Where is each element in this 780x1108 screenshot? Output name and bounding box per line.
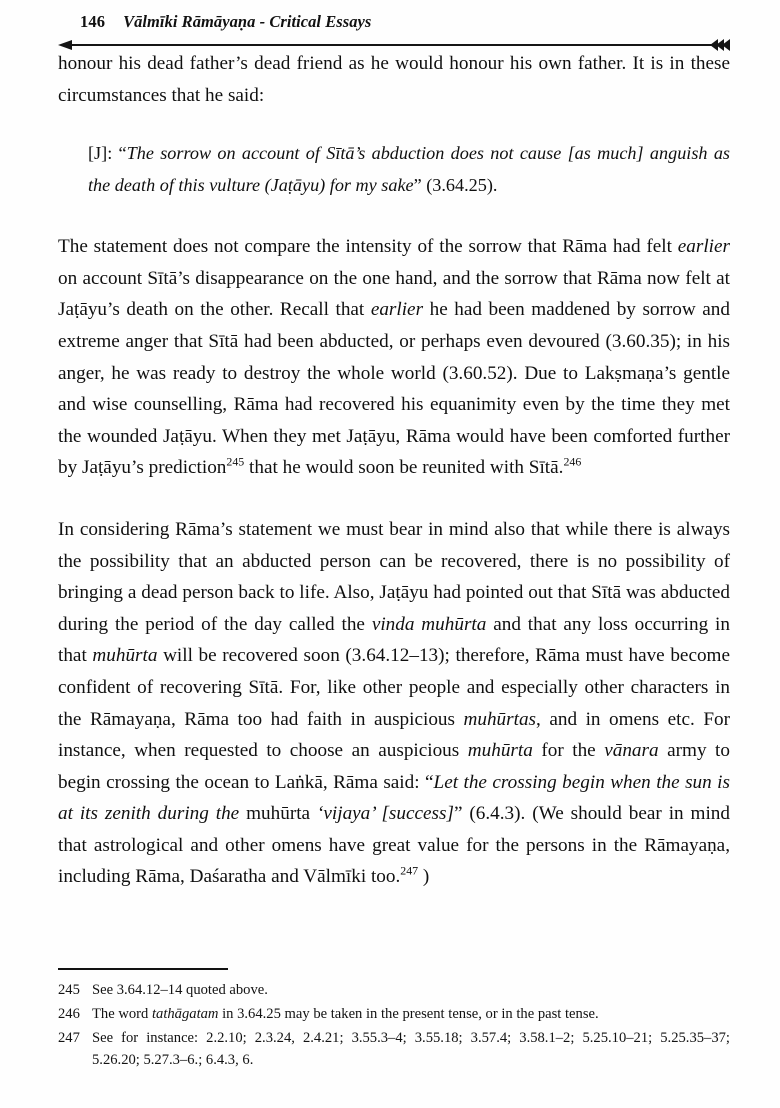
block-quote bbox=[58, 138, 730, 201]
header-rule-line bbox=[70, 44, 720, 46]
p3-seg-3: will be recovered soon (3.64.12–13); therefore, Rāma must have become confident of recovering Sītā. For, like other people and especially other characters in the Rāmayaṇa, Rāma too had faith in auspicious bbox=[58, 645, 730, 730]
p2-italic-2: earlier bbox=[370, 299, 424, 321]
p2-seg-4: that he would soon be reunited with Sītā. bbox=[244, 457, 564, 479]
footnote-245 bbox=[58, 979, 730, 1002]
footnote-number: 246 bbox=[58, 1005, 80, 1022]
footnote-ref-246[interactable]: 246 bbox=[563, 454, 582, 469]
p3-seg-9: ) bbox=[418, 866, 430, 888]
p3-italic-3: muhūrtas bbox=[463, 708, 537, 730]
footnote-ref-245[interactable]: 245 bbox=[226, 454, 245, 469]
p3-seg-2: and that any loss occurring in that bbox=[58, 613, 730, 667]
footnote-text-italic: tathāgatam bbox=[151, 1005, 219, 1022]
quote-speaker-tag: [J]: “ bbox=[88, 143, 127, 164]
p3-seg-7: muhūrta bbox=[239, 803, 317, 825]
footnote-ref-247[interactable]: 247 bbox=[400, 864, 419, 879]
p3-italic-6: Let the crossing begin when the sun is at its zenith during the bbox=[58, 771, 730, 825]
footnote-246 bbox=[58, 1003, 730, 1026]
p2-seg-2: on account Sītā’s disappearance on the one hand, and the sorrow that Rāma now felt at Jaṭāyu’s death on the other. Recall that bbox=[58, 267, 730, 321]
p3-seg-6: army to begin crossing the ocean to Laṅkā, Rāma said: “ bbox=[58, 740, 730, 793]
p3-seg-8: ” (6.4.3). (We should bear in mind that astrological and other omens have great value for the persons in the Rāmayaṇa, including Rāma, Daśaratha and Vālmīki too. bbox=[58, 803, 730, 888]
p3-italic-7: ‘vijaya’ [success] bbox=[317, 803, 454, 825]
paragraph-2 bbox=[58, 231, 730, 484]
p3-seg-4: , and in omens etc. For instance, when requested to choose an auspicious bbox=[58, 708, 730, 762]
paragraph-3 bbox=[58, 514, 730, 893]
footnote-247 bbox=[58, 1027, 730, 1072]
footnote-text-post: in 3.64.25 may be taken in the present tense, or in the past tense. bbox=[218, 1005, 599, 1022]
footnote-text bbox=[92, 1027, 730, 1072]
quote-citation: (3.64.25). bbox=[421, 174, 498, 195]
footnote-text bbox=[92, 1003, 730, 1026]
p3-seg-1: In considering Rāma’s statement we must bear in mind also that while there is always the possibility that an abducted person can be recovered, there is no possibility of bringing a dead person back to life. Also, Jaṭāyu had pointed out that Sītā was abducted during the period of the day called the bbox=[58, 518, 730, 635]
book-title: Vālmīki Rāmāyaṇa - Critical Essays bbox=[123, 12, 372, 31]
p3-seg-5: for the bbox=[532, 740, 605, 762]
p2-italic-1: earlier bbox=[677, 236, 730, 258]
footnote-text-pre: The word bbox=[92, 1005, 152, 1022]
footnote-text-pre: See 3.64.12–14 quoted above. bbox=[92, 982, 268, 999]
footnotes-section bbox=[58, 968, 730, 1073]
quote-close-quote: ” bbox=[413, 174, 422, 195]
p2-seg-3: he had been maddened by sorrow and extreme anger that Sītā had been abducted, or perhaps even devoured (3.60.35); in his anger, he was ready to destroy the whole world (3.60.52). Due to Lakṣmaṇa’s gentle and wise counselling, Rāma had recovered his equanimity even by the time they met the wounded Jaṭāyu. When they met Jaṭāyu, Rāma would have been comforted further by Jaṭāyu’s prediction bbox=[58, 299, 730, 479]
p3-italic-2: muhūrta bbox=[92, 645, 158, 667]
p2-seg-1: The statement does not compare the intensity of the sorrow that Rāma had felt bbox=[58, 236, 678, 258]
p3-italic-1: vinda muhūrta bbox=[371, 613, 487, 635]
p3-italic-4: muhūrta bbox=[467, 740, 533, 762]
footnote-separator-rule bbox=[58, 968, 228, 970]
quote-text: The sorrow on account of Sītā’s abduction does not cause [as much] anguish as the death of this vulture (Jaṭāyu) for my sake bbox=[88, 143, 730, 195]
footnote-number: 247 bbox=[58, 1029, 80, 1046]
footnote-number: 245 bbox=[58, 982, 80, 999]
paragraph-1: honour his dead father’s dead friend as he would honour his own father. It is in these circumstances that he said: bbox=[58, 53, 730, 106]
p3-italic-5: vānara bbox=[604, 740, 659, 762]
running-head bbox=[58, 12, 730, 46]
footnote-text-pre: See for instance: 2.2.10; 2.3.24, 2.4.21; 3.55.3–4; 3.55.18; 3.57.4; 3.58.1–2; 5.25.10–21; 5.25.35–37; 5.26.20; 5.27.3–6.; 6.4.3, 6. bbox=[92, 1029, 730, 1069]
running-head-text bbox=[58, 12, 730, 34]
footnote-text bbox=[92, 979, 730, 1002]
body-text bbox=[58, 48, 730, 893]
page-number: 146 bbox=[80, 12, 106, 31]
